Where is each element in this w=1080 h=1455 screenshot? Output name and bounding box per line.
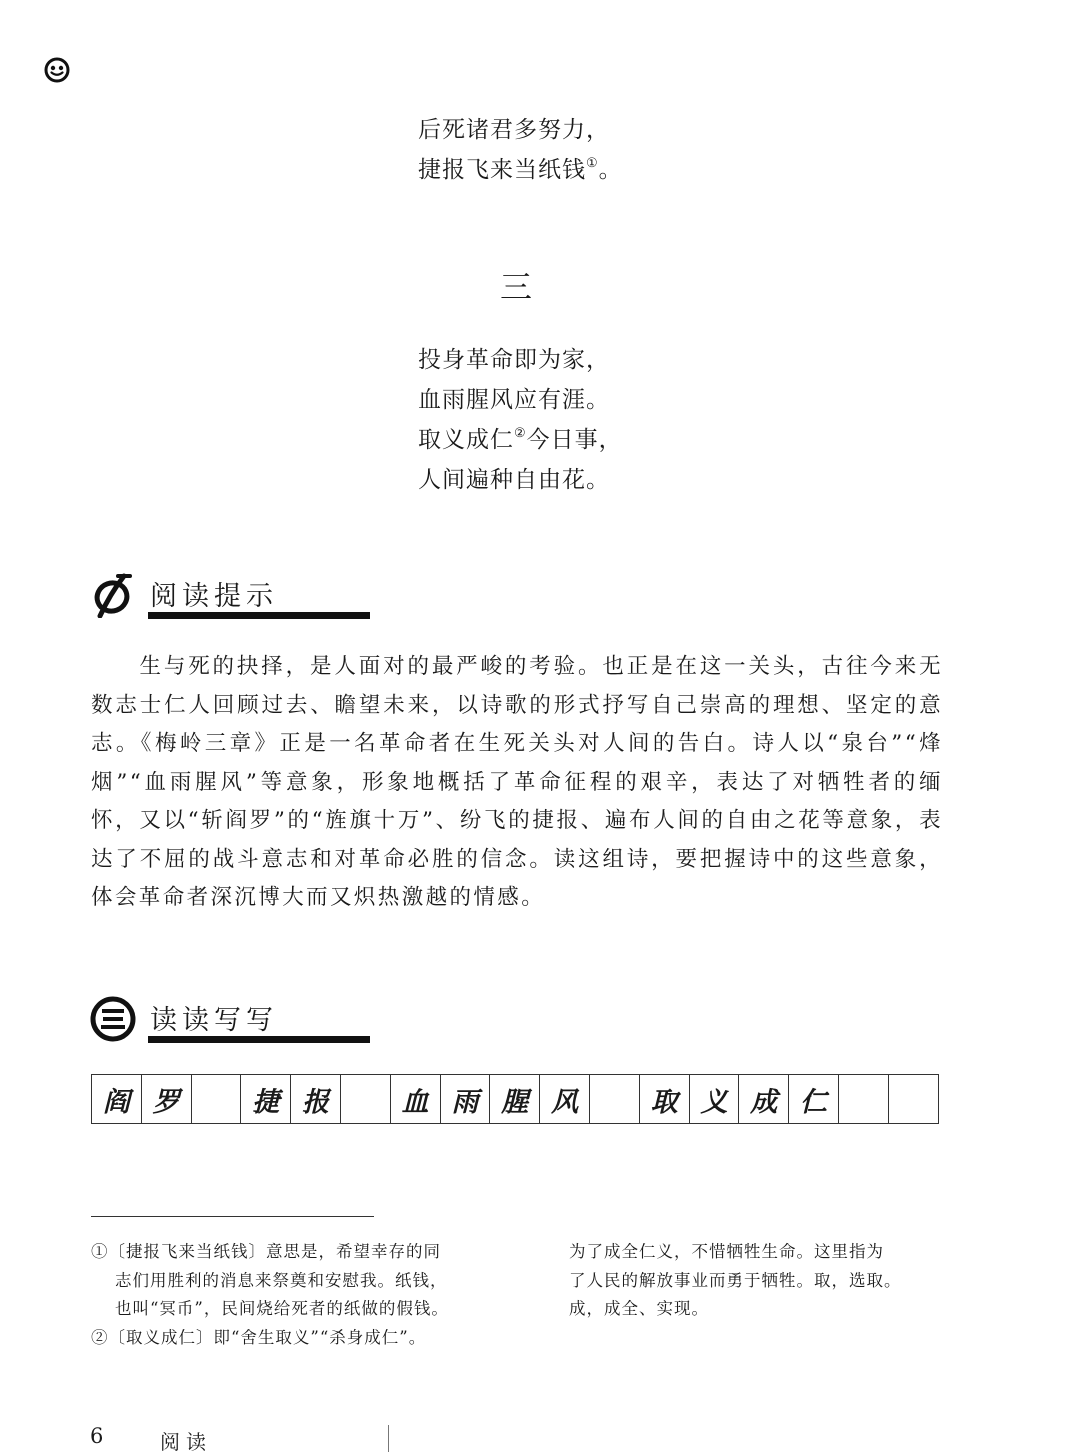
poem-line: 血雨腥风应有涯。 <box>418 387 610 413</box>
reading-tips-paragraph <box>91 648 943 918</box>
footnote-marker: ① <box>586 156 599 171</box>
grid-cell-character: 罗 <box>141 1075 191 1124</box>
grid-cell-character: 雨 <box>440 1075 490 1124</box>
poem-line <box>418 150 623 190</box>
grid-cell-empty <box>888 1075 938 1124</box>
footnote-marker: ② <box>514 426 527 441</box>
poem-line-text: 取义成仁 <box>418 427 514 453</box>
poem-line-text: 今日事， <box>526 427 623 453</box>
grid-cell-character: 风 <box>540 1075 590 1124</box>
poem-line: 人间遍种自由花。 <box>418 467 610 493</box>
three-lines-circle-icon <box>90 996 136 1042</box>
footnotes-left-column <box>91 1238 511 1352</box>
grid-cell-character: 仁 <box>789 1075 839 1124</box>
poem-line: 投身革命即为家， <box>418 347 610 373</box>
grid-cell-character: 捷 <box>241 1075 291 1124</box>
footnotes-right-column <box>569 1238 959 1324</box>
poem-part-two <box>418 110 623 190</box>
section-number: 三 <box>500 268 533 306</box>
reading-tips-icon <box>90 572 136 618</box>
footnote-line: 也叫“冥币”，民间烧给死者的纸做的假钱。 <box>115 1299 449 1318</box>
grid-cell-character: 报 <box>291 1075 341 1124</box>
smiley-icon <box>44 57 70 83</box>
grid-cell-character: 义 <box>689 1075 739 1124</box>
title-underline <box>148 612 370 619</box>
footnote-line: ①〔捷报飞来当纸钱〕意思是，希望幸存的同 <box>91 1242 441 1261</box>
footnote-line: 为了成全仁义，不惜牺牲生命。这里指为 <box>569 1242 884 1261</box>
footnote-line: ②〔取义成仁〕即“舍生取义”“杀身成仁”。 <box>91 1327 427 1347</box>
writing-grid-row <box>92 1075 939 1124</box>
poem-part-three <box>418 340 623 500</box>
grid-cell-empty <box>191 1075 241 1124</box>
poem-line-text: 捷报飞来当纸钱 <box>418 157 586 183</box>
poem-line <box>418 420 623 460</box>
grid-cell-character: 成 <box>739 1075 789 1124</box>
grid-cell-empty <box>589 1075 639 1124</box>
title-underline <box>148 1036 370 1043</box>
reading-tips-text: 生与死的抉择，是人面对的最严峻的考验。也正是在这一关头，古往今来无数志士仁人回顾过去、瞻望未来，以诗歌的形式抒写自己崇高的理想、坚定的意志。《梅岭三章》正是一名革命者在生死关头对人间的告白。诗人以“泉台”“烽烟”“血雨腥风”等意象，形象地概括了革命征程的艰辛，表达了对牺牲者的缅怀，又以“斩阎罗”的“旌旗十万”、纷飞的捷报、遍布人间的自由之花等意象，表达了不屈的战斗意志和对革命必胜的信念。读这组诗，要把握诗中的这些意象，体会革命者深沉博大而又炽热激越的情感。 <box>91 654 943 910</box>
grid-cell-character: 腥 <box>490 1075 540 1124</box>
grid-cell-empty <box>838 1075 888 1124</box>
footer-divider <box>388 1425 389 1452</box>
writing-grid <box>91 1074 939 1124</box>
footnote-divider <box>91 1216 374 1217</box>
grid-cell-character: 取 <box>639 1075 689 1124</box>
poem-line: 后死诸君多努力， <box>418 117 610 143</box>
footnote-line: 了人民的解放事业而勇于牺牲。取，选取。 <box>569 1270 902 1290</box>
section-title: 阅读提示 <box>150 581 278 612</box>
footnote-line: 志们用胜利的消息来祭奠和安慰我。纸钱， <box>115 1270 448 1290</box>
grid-cell-empty <box>340 1075 390 1124</box>
grid-cell-character: 阎 <box>92 1075 142 1124</box>
page-number: 6 <box>90 1424 104 1448</box>
grid-cell-character: 血 <box>390 1075 440 1124</box>
section-title: 读读写写 <box>150 1005 278 1036</box>
footnote-line: 成，成全、实现。 <box>569 1299 709 1318</box>
page-section-label: 阅读 <box>160 1430 212 1454</box>
poem-line-end: 。 <box>598 157 623 183</box>
